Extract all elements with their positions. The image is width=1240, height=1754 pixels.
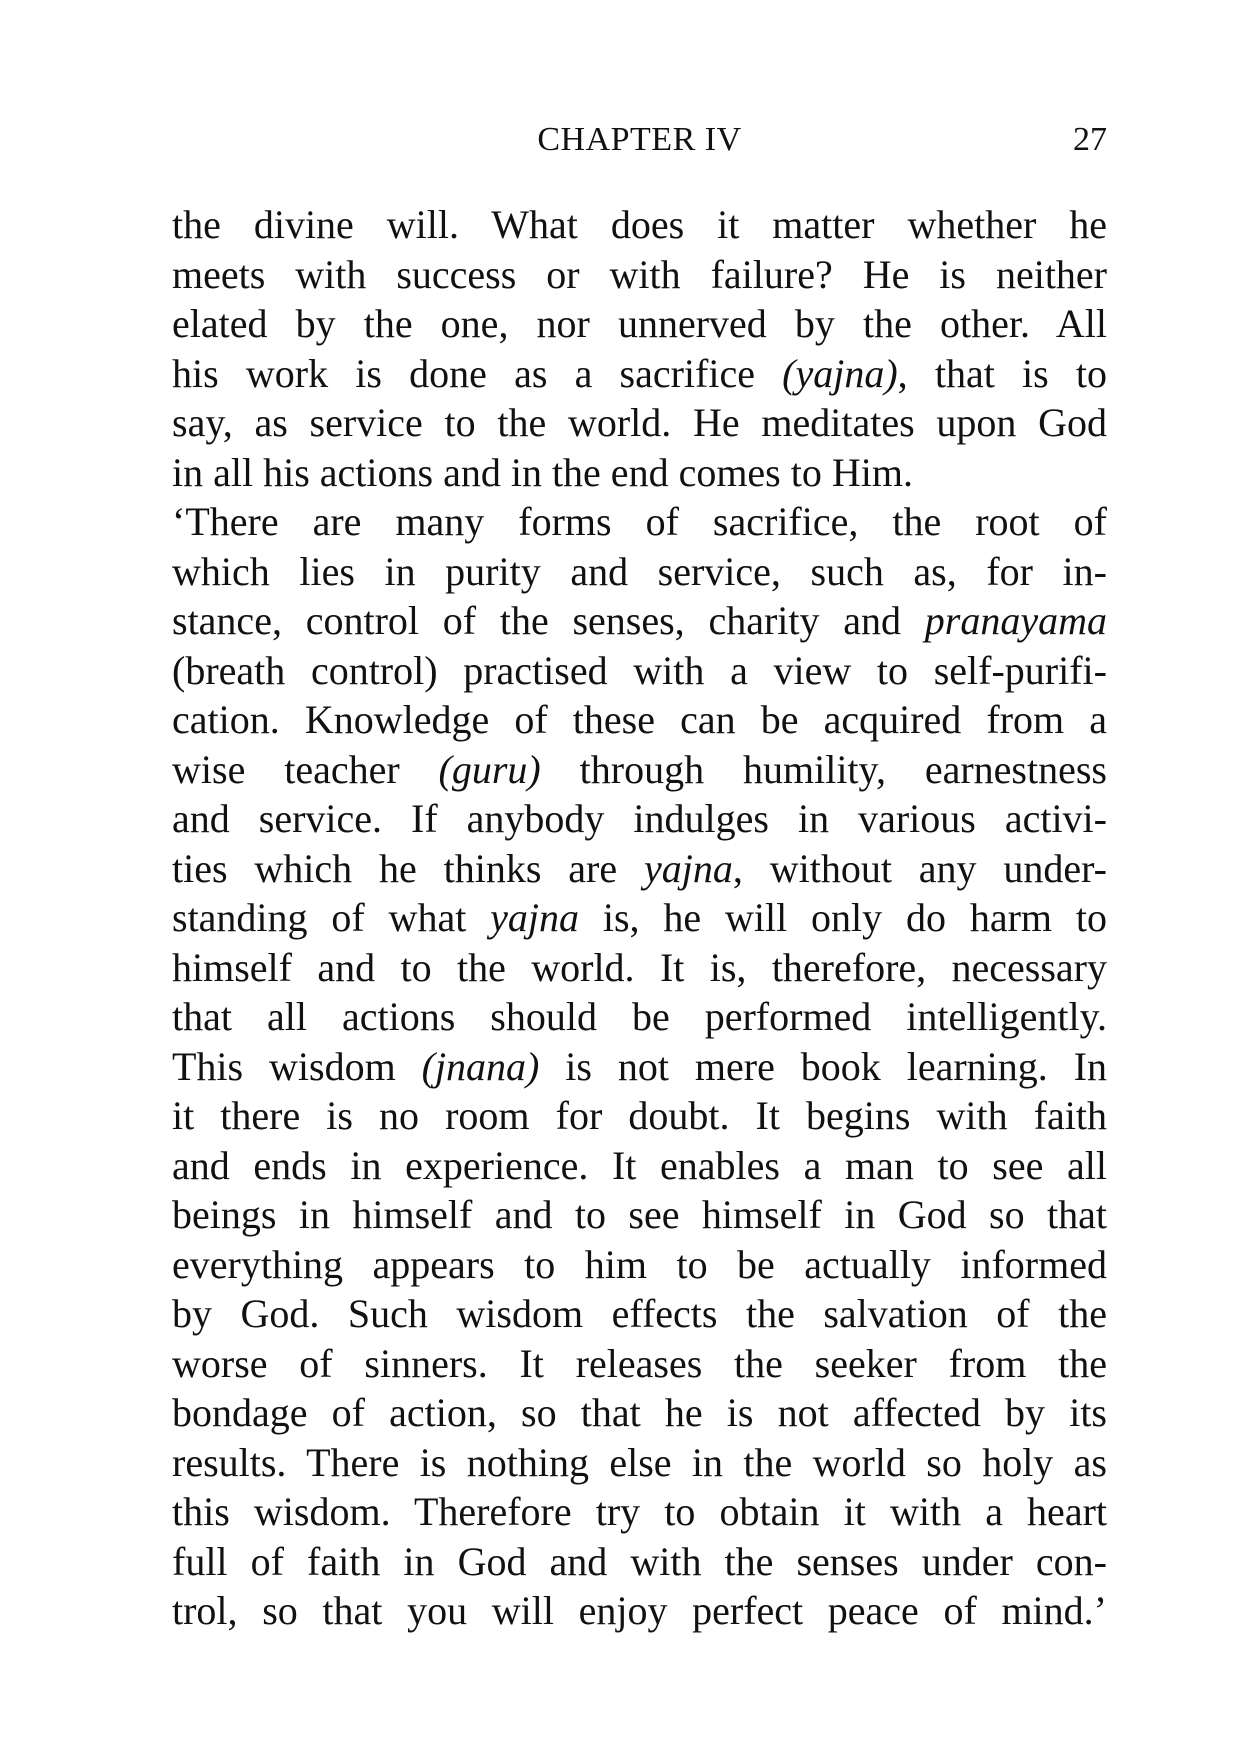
text-line: it there is no room for doubt. It begins with faith	[172, 1093, 1107, 1138]
text-line: full of faith in God and with the senses under con-	[172, 1538, 1107, 1584]
italic-term: pranayama	[924, 598, 1107, 643]
text-line: himself and to the world. It is, therefore, necessary	[172, 944, 1107, 990]
text-line: and service. If anybody indulges in various activi-	[172, 796, 1107, 841]
text-line: by God. Such wisdom effects the salvation of the	[172, 1291, 1107, 1336]
page-number: 27	[1073, 121, 1107, 158]
text-line: worse of sinners. It releases the seeker from the	[172, 1340, 1107, 1386]
text-line: and ends in experience. It enables a man to see all	[172, 1142, 1107, 1188]
text-line: the divine will. What does it matter whether he	[172, 202, 1107, 247]
text-line: meets with success or with failure? He is neither	[172, 251, 1107, 297]
text-line: this wisdom. Therefore try to obtain it with a heart	[172, 1489, 1107, 1534]
text-line: This wisdom (jnana) is not mere book learning. In	[172, 1043, 1107, 1089]
chapter-title: CHAPTER IV	[537, 121, 742, 158]
italic-term: yajna	[490, 895, 580, 940]
body-text	[172, 200, 1107, 1636]
text-line: bondage of action, so that he is not affected by its	[172, 1390, 1107, 1435]
text-line: elated by the one, nor unnerved by the other. All	[172, 301, 1107, 346]
text-line: cation. Knowledge of these can be acquired from a	[172, 697, 1107, 742]
italic-term: (guru)	[438, 746, 541, 792]
text-line: (breath control) practised with a view to self-purifi-	[172, 647, 1107, 693]
italic-term: (jnana)	[421, 1043, 540, 1089]
text-line: trol, so that you will enjoy perfect peace of mind.’	[172, 1588, 1107, 1633]
paragraph-end-line: in all his actions and in the end comes to Him.	[172, 449, 913, 495]
running-head	[172, 118, 1107, 162]
text-line: beings in himself and to see himself in God so that	[172, 1192, 1107, 1237]
text-line: everything appears to him to be actually informed	[172, 1241, 1107, 1287]
text-line: which lies in purity and service, such as, for in-	[172, 548, 1107, 594]
text-line: his work is done as a sacrifice (yajna), that is to	[172, 350, 1107, 396]
text-line: results. There is nothing else in the world so holy as	[172, 1439, 1107, 1485]
text-line: standing of what yajna is, he will only do harm to	[172, 895, 1107, 940]
italic-term: (yajna)	[782, 350, 898, 396]
text-line: ties which he thinks are yajna, without any under-	[172, 845, 1107, 891]
text-line: stance, control of the senses, charity and pranayama	[172, 598, 1107, 643]
text-line: wise teacher (guru) through humility, earnestness	[172, 746, 1107, 792]
text-line: say, as service to the world. He meditates upon God	[172, 400, 1107, 445]
text-line: that all actions should be performed intelligently.	[172, 994, 1107, 1039]
italic-term: yajna	[643, 845, 733, 891]
paragraph-start-line: ‘There are many forms of sacrifice, the root of	[172, 499, 1107, 544]
